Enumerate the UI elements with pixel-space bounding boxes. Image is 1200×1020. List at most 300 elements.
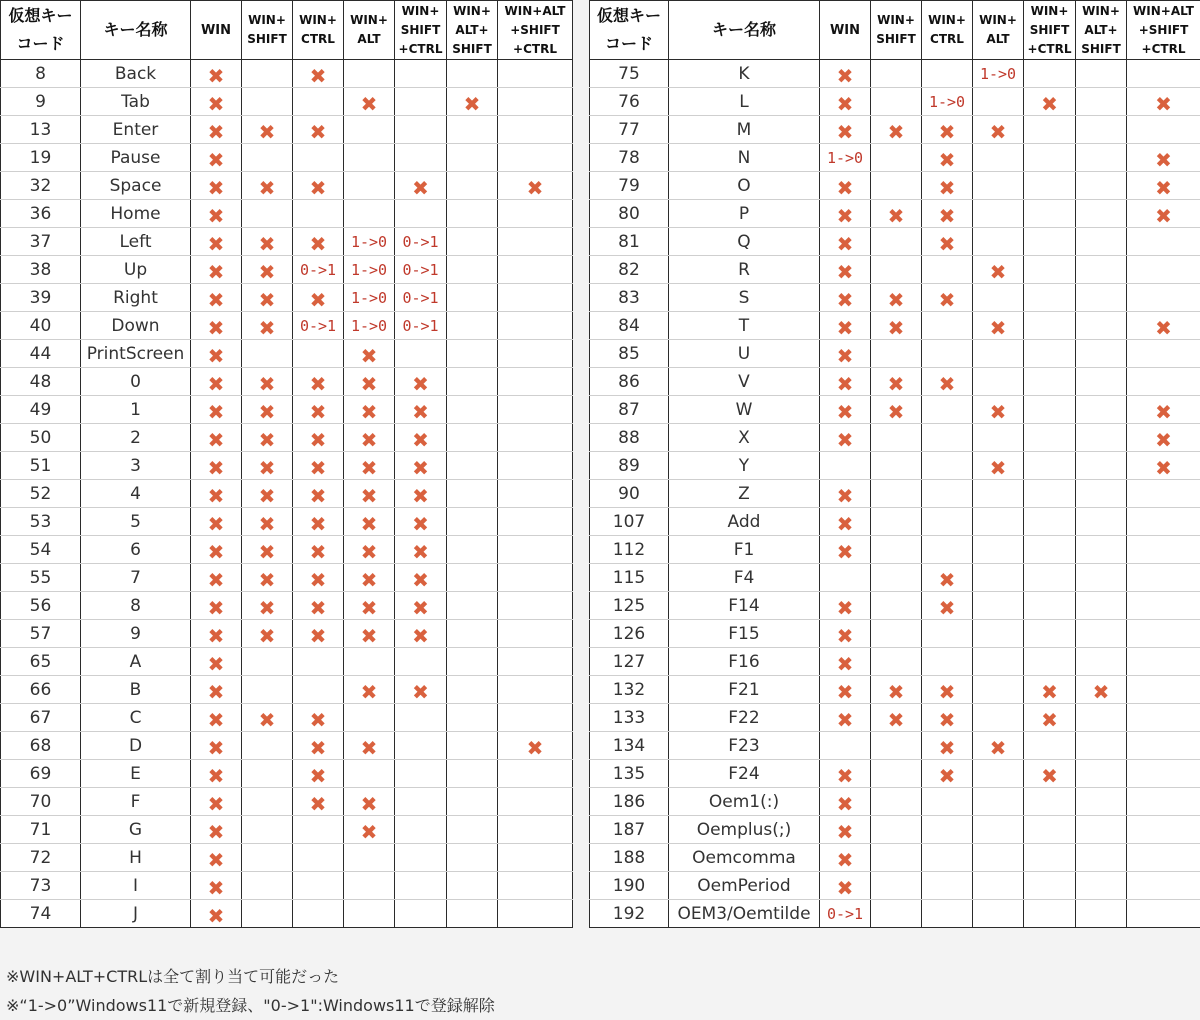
x-mark-icon: ✖ xyxy=(939,372,956,396)
combo-cell xyxy=(293,340,344,368)
table-row xyxy=(1,144,573,172)
combo-cell xyxy=(820,172,871,200)
table-row xyxy=(1,480,573,508)
combo-cell xyxy=(191,424,242,452)
combo-cell xyxy=(973,396,1024,424)
key-name-cell: F21 xyxy=(669,676,820,704)
key-name-cell: 9 xyxy=(81,620,191,648)
combo-cell xyxy=(293,396,344,424)
combo-cell xyxy=(191,144,242,172)
combo-cell xyxy=(242,88,293,116)
combo-cell xyxy=(395,312,447,340)
combo-cell xyxy=(820,228,871,256)
combo-cell xyxy=(820,256,871,284)
x-mark-icon: ✖ xyxy=(939,204,956,228)
x-mark-icon: ✖ xyxy=(837,820,854,844)
combo-cell xyxy=(293,704,344,732)
combo-cell xyxy=(293,592,344,620)
combo-cell xyxy=(498,368,573,396)
x-mark-icon: ✖ xyxy=(990,456,1007,480)
x-mark-icon: ✖ xyxy=(310,764,327,788)
combo-cell xyxy=(1024,844,1076,872)
combo-cell xyxy=(871,144,922,172)
combo-cell xyxy=(871,676,922,704)
x-mark-icon: ✖ xyxy=(1155,456,1172,480)
combo-cell xyxy=(1024,620,1076,648)
combo-cell xyxy=(1127,284,1200,312)
table-row xyxy=(1,816,573,844)
combo-cell xyxy=(973,144,1024,172)
combo-cell xyxy=(447,88,498,116)
combo-cell xyxy=(344,116,395,144)
x-mark-icon: ✖ xyxy=(361,344,378,368)
x-mark-icon: ✖ xyxy=(939,708,956,732)
combo-cell xyxy=(973,592,1024,620)
combo-cell xyxy=(447,704,498,732)
combo-cell xyxy=(293,312,344,340)
combo-cell xyxy=(242,144,293,172)
combo-cell xyxy=(447,312,498,340)
combo-cell xyxy=(395,200,447,228)
combo-cell xyxy=(191,676,242,704)
header-combo-4: WIN+ ALT xyxy=(344,1,395,60)
combo-cell xyxy=(293,424,344,452)
table-row xyxy=(590,900,1200,928)
combo-cell xyxy=(191,200,242,228)
combo-cell xyxy=(1127,872,1200,900)
combo-cell xyxy=(1127,312,1200,340)
combo-cell xyxy=(191,172,242,200)
x-mark-icon: ✖ xyxy=(939,120,956,144)
combo-cell xyxy=(293,900,344,928)
x-mark-icon: ✖ xyxy=(837,876,854,900)
table-row xyxy=(590,144,1200,172)
combo-cell xyxy=(191,844,242,872)
key-name-cell: F4 xyxy=(669,564,820,592)
table-row xyxy=(590,844,1200,872)
header-combo-4: WIN+ ALT xyxy=(973,1,1024,60)
x-mark-icon: ✖ xyxy=(412,680,429,704)
x-mark-icon: ✖ xyxy=(837,120,854,144)
key-name-cell: B xyxy=(81,676,191,704)
key-code-cell: 186 xyxy=(590,788,669,816)
combo-cell xyxy=(344,872,395,900)
combo-cell xyxy=(242,816,293,844)
combo-cell xyxy=(447,592,498,620)
combo-cell xyxy=(498,844,573,872)
combo-cell xyxy=(344,760,395,788)
combo-cell xyxy=(242,732,293,760)
x-mark-icon: ✖ xyxy=(1155,204,1172,228)
combo-cell xyxy=(395,88,447,116)
combo-cell xyxy=(871,172,922,200)
x-mark-icon: ✖ xyxy=(259,512,276,536)
combo-cell xyxy=(498,452,573,480)
combo-cell xyxy=(242,676,293,704)
combo-cell xyxy=(293,816,344,844)
table-row xyxy=(590,564,1200,592)
combo-cell xyxy=(1076,60,1127,88)
combo-cell xyxy=(1127,256,1200,284)
combo-cell xyxy=(344,144,395,172)
key-name-cell: Add xyxy=(669,508,820,536)
key-code-cell: 115 xyxy=(590,564,669,592)
combo-cell xyxy=(242,452,293,480)
combo-cell xyxy=(498,200,573,228)
table-row xyxy=(1,368,573,396)
combo-cell xyxy=(447,732,498,760)
combo-cell xyxy=(1076,452,1127,480)
x-mark-icon: ✖ xyxy=(361,736,378,760)
combo-cell xyxy=(922,872,973,900)
combo-cell xyxy=(922,788,973,816)
table-row xyxy=(1,704,573,732)
combo-cell xyxy=(395,732,447,760)
combo-cell xyxy=(447,60,498,88)
key-code-cell: 37 xyxy=(1,228,81,256)
combo-cell xyxy=(1076,620,1127,648)
combo-cell xyxy=(293,452,344,480)
combo-cell xyxy=(922,144,973,172)
combo-cell xyxy=(820,424,871,452)
x-mark-icon: ✖ xyxy=(412,372,429,396)
combo-cell xyxy=(1127,760,1200,788)
change-status: 1->0 xyxy=(827,149,863,167)
combo-cell xyxy=(871,256,922,284)
table-row xyxy=(590,256,1200,284)
key-name-cell: Right xyxy=(81,284,191,312)
combo-cell xyxy=(395,256,447,284)
x-mark-icon: ✖ xyxy=(888,708,905,732)
combo-cell xyxy=(344,200,395,228)
table-row xyxy=(1,536,573,564)
combo-cell xyxy=(820,200,871,228)
x-mark-icon: ✖ xyxy=(208,568,225,592)
x-mark-icon: ✖ xyxy=(310,568,327,592)
x-mark-icon: ✖ xyxy=(888,316,905,340)
combo-cell xyxy=(871,844,922,872)
key-code-cell: 190 xyxy=(590,872,669,900)
key-code-cell: 133 xyxy=(590,704,669,732)
combo-cell xyxy=(498,704,573,732)
hotkey-table-right xyxy=(589,0,1200,928)
combo-cell xyxy=(871,200,922,228)
combo-cell xyxy=(973,732,1024,760)
table-row xyxy=(590,592,1200,620)
header-combo-2: WIN+ SHIFT xyxy=(242,1,293,60)
key-code-cell: 75 xyxy=(590,60,669,88)
table-row xyxy=(1,564,573,592)
x-mark-icon: ✖ xyxy=(939,680,956,704)
combo-cell xyxy=(1127,732,1200,760)
x-mark-icon: ✖ xyxy=(208,764,225,788)
key-code-cell: 132 xyxy=(590,676,669,704)
combo-cell xyxy=(871,116,922,144)
x-mark-icon: ✖ xyxy=(361,680,378,704)
combo-cell xyxy=(1024,312,1076,340)
x-mark-icon: ✖ xyxy=(310,400,327,424)
key-name-cell: N xyxy=(669,144,820,172)
combo-cell xyxy=(1127,592,1200,620)
combo-cell xyxy=(344,676,395,704)
combo-cell xyxy=(871,620,922,648)
x-mark-icon: ✖ xyxy=(888,400,905,424)
combo-cell xyxy=(820,648,871,676)
x-mark-icon: ✖ xyxy=(412,176,429,200)
combo-cell xyxy=(871,60,922,88)
combo-cell xyxy=(242,424,293,452)
combo-cell xyxy=(1076,704,1127,732)
x-mark-icon: ✖ xyxy=(259,708,276,732)
combo-cell xyxy=(922,844,973,872)
combo-cell xyxy=(191,900,242,928)
x-mark-icon: ✖ xyxy=(464,92,481,116)
combo-cell xyxy=(922,564,973,592)
key-code-cell: 55 xyxy=(1,564,81,592)
combo-cell xyxy=(973,648,1024,676)
combo-cell xyxy=(395,536,447,564)
x-mark-icon: ✖ xyxy=(527,736,544,760)
combo-cell xyxy=(922,508,973,536)
x-mark-icon: ✖ xyxy=(837,680,854,704)
combo-cell xyxy=(344,256,395,284)
table-row xyxy=(1,676,573,704)
combo-cell xyxy=(820,900,871,928)
x-mark-icon: ✖ xyxy=(361,568,378,592)
x-mark-icon: ✖ xyxy=(837,596,854,620)
combo-cell xyxy=(242,900,293,928)
combo-cell xyxy=(973,676,1024,704)
combo-cell xyxy=(922,312,973,340)
combo-cell xyxy=(1127,536,1200,564)
combo-cell xyxy=(191,396,242,424)
x-mark-icon: ✖ xyxy=(259,232,276,256)
combo-cell xyxy=(344,396,395,424)
combo-cell xyxy=(395,144,447,172)
x-mark-icon: ✖ xyxy=(208,792,225,816)
combo-cell xyxy=(1024,424,1076,452)
combo-cell xyxy=(1076,396,1127,424)
x-mark-icon: ✖ xyxy=(310,428,327,452)
change-status: 1->0 xyxy=(351,233,387,251)
combo-cell xyxy=(820,284,871,312)
combo-cell xyxy=(1024,480,1076,508)
x-mark-icon: ✖ xyxy=(939,148,956,172)
x-mark-icon: ✖ xyxy=(208,232,225,256)
table-row xyxy=(1,844,573,872)
combo-cell xyxy=(242,620,293,648)
combo-cell xyxy=(820,872,871,900)
key-name-cell: F24 xyxy=(669,760,820,788)
key-code-cell: 87 xyxy=(590,396,669,424)
combo-cell xyxy=(871,704,922,732)
key-name-cell: U xyxy=(669,340,820,368)
combo-cell xyxy=(820,732,871,760)
x-mark-icon: ✖ xyxy=(259,540,276,564)
combo-cell xyxy=(820,60,871,88)
table-row xyxy=(1,60,573,88)
combo-cell xyxy=(1127,424,1200,452)
table-row xyxy=(590,704,1200,732)
x-mark-icon: ✖ xyxy=(208,652,225,676)
x-mark-icon: ✖ xyxy=(208,176,225,200)
table-row xyxy=(590,760,1200,788)
x-mark-icon: ✖ xyxy=(259,120,276,144)
x-mark-icon: ✖ xyxy=(259,316,276,340)
combo-cell xyxy=(1076,116,1127,144)
key-name-cell: 0 xyxy=(81,368,191,396)
combo-cell xyxy=(395,508,447,536)
combo-cell xyxy=(1024,508,1076,536)
combo-cell xyxy=(1127,60,1200,88)
combo-cell xyxy=(344,816,395,844)
combo-cell xyxy=(820,368,871,396)
key-name-cell: F xyxy=(81,788,191,816)
combo-cell xyxy=(447,844,498,872)
combo-cell xyxy=(293,620,344,648)
x-mark-icon: ✖ xyxy=(837,372,854,396)
key-code-cell: 126 xyxy=(590,620,669,648)
key-name-cell: 5 xyxy=(81,508,191,536)
x-mark-icon: ✖ xyxy=(208,624,225,648)
combo-cell xyxy=(1127,816,1200,844)
combo-cell xyxy=(1127,144,1200,172)
combo-cell xyxy=(447,116,498,144)
table-body xyxy=(590,60,1200,928)
table-body xyxy=(1,60,573,928)
combo-cell xyxy=(344,592,395,620)
combo-cell xyxy=(344,340,395,368)
combo-cell xyxy=(395,816,447,844)
x-mark-icon: ✖ xyxy=(208,148,225,172)
combo-cell xyxy=(820,340,871,368)
x-mark-icon: ✖ xyxy=(208,596,225,620)
combo-cell xyxy=(447,480,498,508)
combo-cell xyxy=(1127,676,1200,704)
combo-cell xyxy=(293,256,344,284)
combo-cell xyxy=(820,704,871,732)
combo-cell xyxy=(973,200,1024,228)
key-code-cell: 39 xyxy=(1,284,81,312)
combo-cell xyxy=(1076,592,1127,620)
combo-cell xyxy=(973,704,1024,732)
combo-cell xyxy=(447,256,498,284)
x-mark-icon: ✖ xyxy=(361,540,378,564)
key-name-cell: F23 xyxy=(669,732,820,760)
key-name-cell: 3 xyxy=(81,452,191,480)
x-mark-icon: ✖ xyxy=(310,372,327,396)
combo-cell xyxy=(395,900,447,928)
combo-cell xyxy=(293,88,344,116)
combo-cell xyxy=(820,536,871,564)
table-row xyxy=(590,284,1200,312)
combo-cell xyxy=(1024,704,1076,732)
combo-cell xyxy=(1127,200,1200,228)
x-mark-icon: ✖ xyxy=(259,288,276,312)
combo-cell xyxy=(395,172,447,200)
key-name-cell: OemPeriod xyxy=(669,872,820,900)
key-code-cell: 66 xyxy=(1,676,81,704)
x-mark-icon: ✖ xyxy=(1155,316,1172,340)
combo-cell xyxy=(344,704,395,732)
combo-cell xyxy=(820,592,871,620)
table-row xyxy=(1,256,573,284)
combo-cell xyxy=(498,564,573,592)
combo-cell xyxy=(498,312,573,340)
x-mark-icon: ✖ xyxy=(939,568,956,592)
combo-cell xyxy=(191,312,242,340)
combo-cell xyxy=(293,284,344,312)
x-mark-icon: ✖ xyxy=(412,512,429,536)
combo-cell xyxy=(1076,284,1127,312)
change-status: 0->1 xyxy=(827,905,863,923)
header-combo-7: WIN+ALT +SHIFT +CTRL xyxy=(498,1,573,60)
table-row xyxy=(1,172,573,200)
combo-cell xyxy=(395,676,447,704)
x-mark-icon: ✖ xyxy=(259,456,276,480)
key-code-cell: 85 xyxy=(590,340,669,368)
x-mark-icon: ✖ xyxy=(259,372,276,396)
combo-cell xyxy=(973,844,1024,872)
combo-cell xyxy=(447,676,498,704)
combo-cell xyxy=(344,368,395,396)
combo-cell xyxy=(191,368,242,396)
x-mark-icon: ✖ xyxy=(208,456,225,480)
header-combo-3: WIN+ CTRL xyxy=(293,1,344,60)
combo-cell xyxy=(1024,816,1076,844)
combo-cell xyxy=(498,256,573,284)
combo-cell xyxy=(1076,312,1127,340)
table-row xyxy=(1,732,573,760)
combo-cell xyxy=(1127,396,1200,424)
x-mark-icon: ✖ xyxy=(310,232,327,256)
key-code-cell: 74 xyxy=(1,900,81,928)
x-mark-icon: ✖ xyxy=(990,736,1007,760)
table-row xyxy=(590,368,1200,396)
combo-cell xyxy=(293,844,344,872)
key-code-cell: 32 xyxy=(1,172,81,200)
key-name-cell: K xyxy=(669,60,820,88)
x-mark-icon: ✖ xyxy=(412,428,429,452)
combo-cell xyxy=(447,368,498,396)
combo-cell xyxy=(973,312,1024,340)
combo-cell xyxy=(922,480,973,508)
key-name-cell: W xyxy=(669,396,820,424)
x-mark-icon: ✖ xyxy=(208,428,225,452)
x-mark-icon: ✖ xyxy=(412,596,429,620)
combo-cell xyxy=(922,900,973,928)
combo-cell xyxy=(242,564,293,592)
combo-cell xyxy=(1076,368,1127,396)
x-mark-icon: ✖ xyxy=(310,708,327,732)
change-status: 0->1 xyxy=(300,317,336,335)
table-row xyxy=(590,816,1200,844)
combo-cell xyxy=(447,620,498,648)
combo-cell xyxy=(242,508,293,536)
x-mark-icon: ✖ xyxy=(310,792,327,816)
combo-cell xyxy=(1127,228,1200,256)
table-row xyxy=(590,228,1200,256)
x-mark-icon: ✖ xyxy=(259,428,276,452)
combo-cell xyxy=(973,424,1024,452)
combo-cell xyxy=(242,872,293,900)
combo-cell xyxy=(191,564,242,592)
combo-cell xyxy=(922,200,973,228)
combo-cell xyxy=(395,564,447,592)
x-mark-icon: ✖ xyxy=(837,792,854,816)
combo-cell xyxy=(1076,788,1127,816)
combo-cell xyxy=(871,88,922,116)
